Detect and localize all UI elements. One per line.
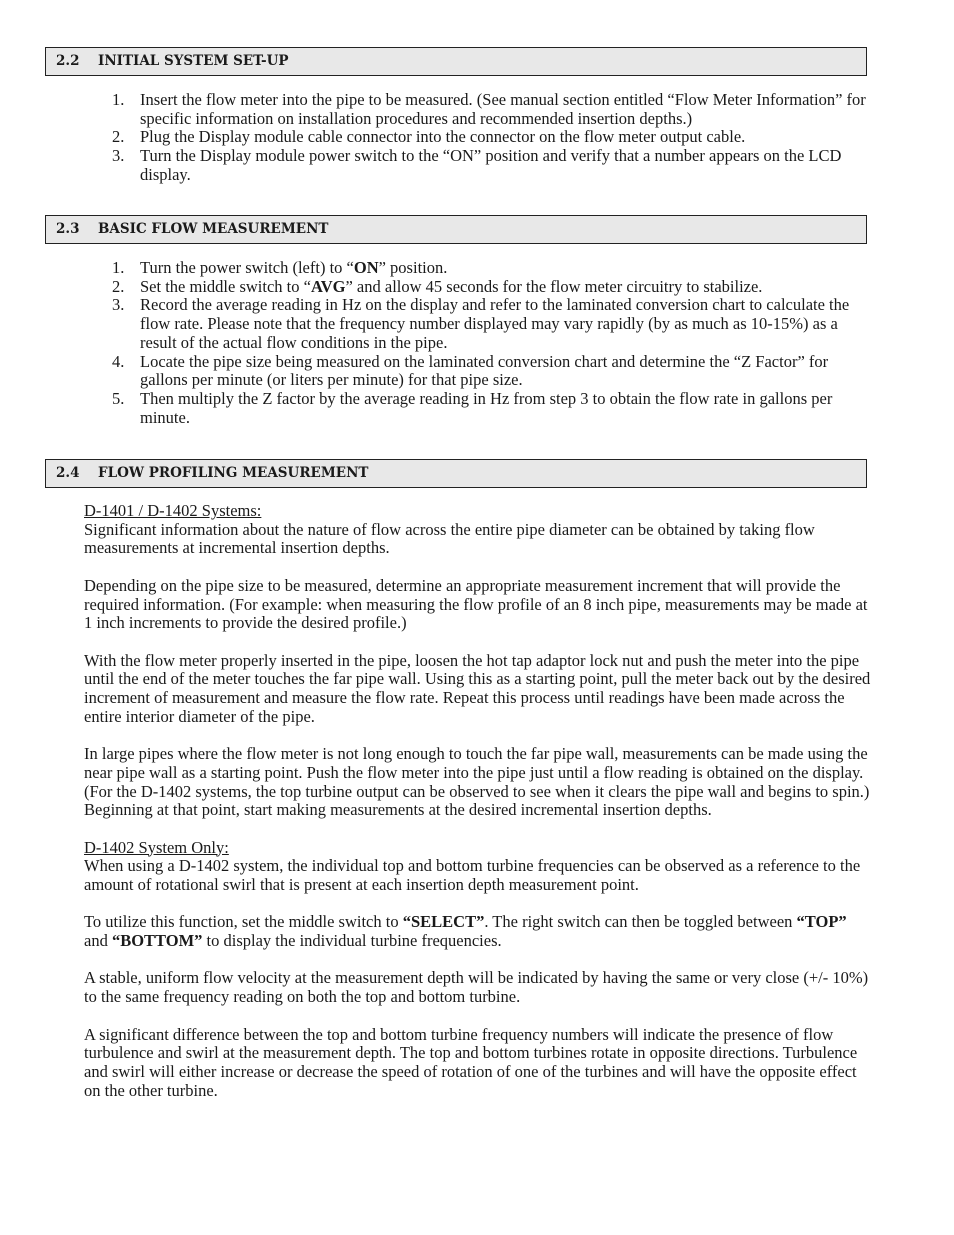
section-number: 2.4 [56, 465, 80, 481]
flow-profiling-body [84, 502, 874, 1119]
list-item: 1. Turn the power switch (left) to “ON” position. [112, 258, 448, 277]
initial-setup-steps [112, 90, 870, 185]
subheading-d1401-d1402: D-1401 / D-1402 Systems: [84, 501, 262, 520]
section-number: 2.2 [56, 53, 80, 69]
paragraph: Depending on the pipe size to be measured, determine an appropriate measurement increment that will provide the required information. (For example: when measuring the flow profile of an 8 inch pipe, measurements may be made at 1 inch increments to provide the desired profile.) [84, 575, 868, 633]
section-title: INITIAL SYSTEM SET-UP [98, 53, 289, 69]
paragraph: A significant difference between the top and bottom turbine frequency numbers will indicate the presence of flow turbulence and swirl at the measurement depth. The top and bottom turbines rotate in opposite directions. Turbulence and swirl will either increase or decrease the speed of rotation of one of the turbines and will have the opposite effect on the other turbine. [84, 1024, 858, 1100]
list-item: 3. Record the average reading in Hz on the display and refer to the laminated conversion chart to calculate the flow rate. Please note that the frequency number displayed may vary rapidly (by as much as 10-15%) as a result of the actual flow conditions in the pipe. [112, 295, 850, 352]
paragraph: When using a D-1402 system, the individual top and bottom turbine frequencies can be observed as a reference to the amount of rotational swirl that is present at each insertion depth measurement point. [84, 856, 861, 894]
list-item: 1. Insert the flow meter into the pipe to be measured. (See manual section entitled “Flow Meter Information” for specific information on installation procedures and recommended insertion depths.) [112, 90, 866, 128]
paragraph: A stable, uniform flow velocity at the measurement depth will be indicated by having the same or very close (+/- 10%) to the same frequency reading on both the top and bottom turbine. [84, 968, 869, 1007]
paragraph: To utilize this function, set the middle switch to “SELECT”. The right switch can then be toggled between “TOP” and “BOTTOM” to display the individual turbine frequencies. [84, 912, 847, 951]
paragraph: With the flow meter properly inserted in the pipe, loosen the hot tap adaptor lock nut and push the meter into the pipe until the end of the meter touches the far pipe wall. Using this as a starting point, pull the meter back out by the desired increment of measurement and measure the flow rate. Repeat this process until readings have been made across the entire interior diameter of the pipe. [84, 650, 871, 726]
list-item: 2. Set the middle switch to “AVG” and allow 45 seconds for the flow meter circuitry to stabilize. [112, 276, 763, 296]
list-item: 2. Plug the Display module cable connector into the connector on the flow meter output cable. [112, 127, 746, 147]
paragraph: In large pipes where the flow meter is not long enough to touch the far pipe wall, measurements can be made using the near pipe wall as a starting point. Push the flow meter into the pipe just until a flow reading is obtained on the display. (For the D-1402 systems, the top turbine output can be observed to see when it clears the pipe wall and begins to spin.) Beginning at that point, start making measurements at the desired incremental insertion depths. [84, 744, 870, 820]
list-item: 5. Then multiply the Z factor by the average reading in Hz from step 3 to obtain the flow rate in gallons per minute. [112, 388, 833, 427]
section-header-2-3 [45, 215, 867, 244]
list-item: 4. Locate the pipe size being measured on the laminated conversion chart and determine the “Z Factor” for gallons per minute (or liters per minute) for that pipe size. [112, 351, 829, 390]
section-header-2-4 [45, 459, 867, 488]
list-item: 3. Turn the Display module power switch to the “ON” position and verify that a number appears on the LCD display. [112, 146, 842, 184]
section-title: BASIC FLOW MEASUREMENT [98, 221, 329, 237]
subheading-d1402-only: D-1402 System Only: [84, 837, 229, 857]
section-header-2-2 [45, 47, 867, 76]
section-title: FLOW PROFILING MEASUREMENT [98, 465, 369, 481]
basic-flow-steps [112, 258, 870, 427]
paragraph: Significant information about the nature of flow across the entire pipe diameter can be obtained by taking flow measurements at incremental insertion depths. [84, 519, 815, 558]
section-number: 2.3 [56, 221, 80, 237]
